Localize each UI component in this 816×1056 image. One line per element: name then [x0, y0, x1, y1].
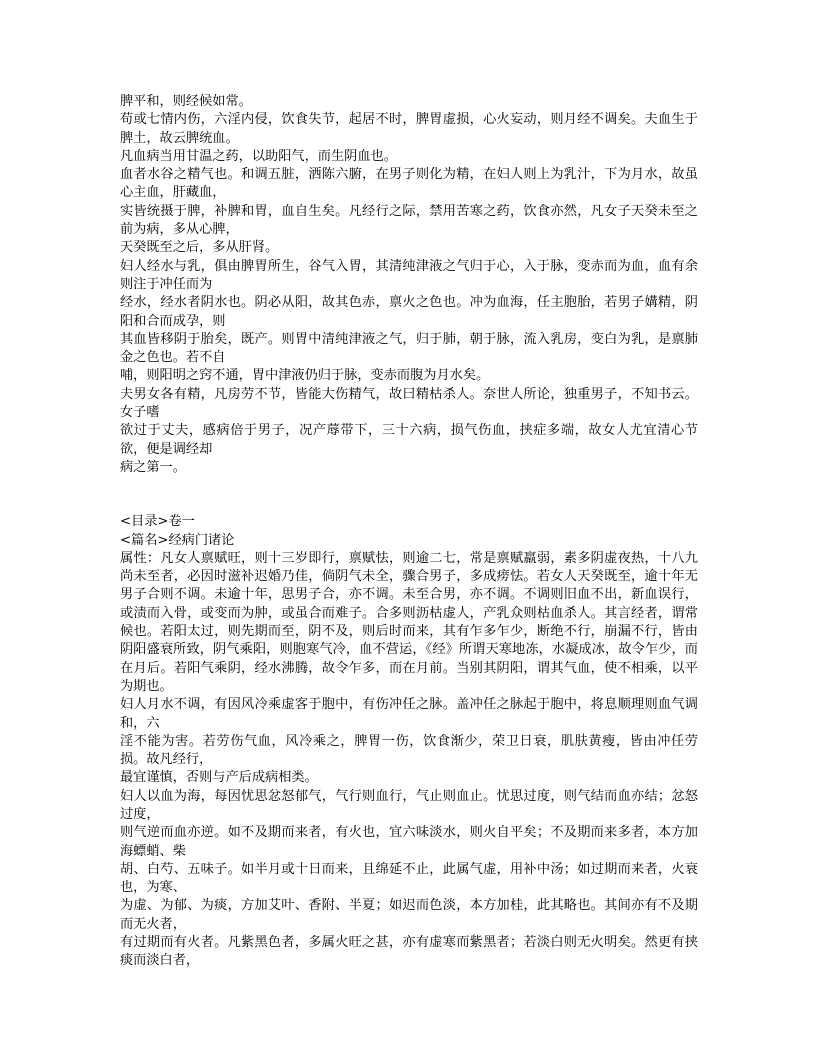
- paragraph: 有过期而有火者。凡紫黑色者，多属火旺之甚，亦有虚寒而紫黑者；若淡白则无火明矣。然更有挟痰而淡白者，: [120, 935, 698, 969]
- paragraph: 妇人以血为海，每因忧思忿怒郁气，气行则血行，气止则血止。忧思过度，则气结而血亦结；忿怒过度，: [120, 788, 698, 822]
- paragraph: 血者水谷之精气也。和调五脏，洒陈六腑，在男子则化为精，在妇人则上为乳汁，下为月水，故虽心主血，肝藏血，: [120, 167, 698, 201]
- catalog-heading: <目录>卷一: [120, 514, 195, 530]
- paragraph: 经水，经水者阴水也。阴必从阳，故其色赤，禀火之色也。冲为血海，任主胞胎，若男子媾精，阴阳和合而成孕，则: [120, 295, 698, 329]
- paragraph: 哺，则阳明之窍不通，胃中津液仍归于脉，变赤而腹为月水矣。: [120, 368, 490, 384]
- paragraph: 胡、白芍、五味子。如半月或十日而来，且绵延不止，此属气虚，用补中汤；如过期而来者，火衰也，为寒、: [120, 861, 698, 896]
- paragraph: 属性：凡女人禀赋旺，则十三岁即行，禀赋怯，则逾二七，常是禀赋羸弱，素多阴虚夜热，十八九尚未至者，必因时滋补迟婚乃佳，倘阴气未全，骤合男子，多成痨怯。若女人天癸既至，逾十年无男子合则不调。未逾十年，思男子合，亦不调。未至合男，亦不调。不调则旧血不出，新血误行，或渍而入骨，或变而为肿，或虽合而难子。合多则沥枯虚人，产乳众则枯血杀人。其言经者，谓常候也。若阳太过，则先期而至，阴不及，则后时而来，其有乍多乍少，断绝不行，崩漏不行，皆由阴阳盛衰所致，阴气乘阳，则胞寒气冷，血不营运，《经》所谓天寒地冻，水凝成冰，故令乍少，而在月后。若阳气乘阴，经水沸腾，故令乍多，而在月前。当别其阴阳，谓其气血，使不相乘，以平为期也。: [120, 550, 698, 694]
- paragraph: 妇人月水不调，有因风冷乘虚客于胞中，有伤冲任之脉。盖冲任之脉起于胞中，将息顺理则血气调和，六: [120, 697, 698, 731]
- paragraph: 凡血病当用甘温之药，以助阳气，而生阴血也。: [120, 148, 397, 164]
- paragraph: 欲过于丈夫，感病倍于男子，况产蓐带下，三十六病，损气伤血，挟症多端，故女人尤宜清心节欲，便是调经却: [120, 423, 698, 457]
- paragraph: 则气逆而血亦逆。如不及期而来者，有火也，宜六味淡水，则火自平矣；不及期而来多者，本方加海螵蛸、柴: [120, 825, 698, 859]
- paragraph: 为虚、为郁、为痰，方加艾叶、香附、半夏；如迟而色淡，本方加桂，此其略也。其间亦有不及期而无火者，: [120, 898, 698, 932]
- paragraph: 其血皆移阴于胎矣，既产。则胃中清纯津液之气，归于肺，朝于脉，流入乳房，变白为乳，是禀肺金之色也。若不自: [120, 331, 698, 366]
- section-spacer: [120, 477, 698, 513]
- paragraph: 苟或七情内伤，六淫内侵，饮食失节，起居不时，脾胃虚损，心火妄动，则月经不调矣。夫血生于脾土，故云脾统血。: [120, 112, 698, 146]
- chapter-heading: <篇名>经病门诸论: [120, 532, 235, 548]
- paragraph: 天癸既至之后，多从肝肾。: [120, 240, 279, 256]
- paragraph: 脾平和，则经候如常。: [120, 94, 252, 109]
- paragraph: 妇人经水与乳，俱由脾胃所生，谷气入胃，其清纯津液之气归于心，入于脉，变赤而为血，血有余则注于冲任而为: [120, 258, 698, 292]
- paragraph: 病之第一。: [120, 459, 186, 475]
- paragraph: 夫男女各有精，凡房劳不节，皆能大伤精气，故曰精枯杀人。奈世人所论，独重男子，不知书云。女子嗜: [120, 386, 698, 421]
- document-page: [120, 93, 698, 971]
- paragraph: 最宜谨慎，否则与产后成病相类。: [120, 770, 318, 786]
- paragraph: 实皆统摄于脾，补脾和胃，血自生矣。凡经行之际，禁用苦寒之药，饮食亦然，凡女子天癸未至之前为病，多从心脾，: [120, 203, 698, 238]
- paragraph: 淫不能为害。若劳伤气血，风冷乘之，脾胃一伤，饮食渐少，荣卫日衰，肌肤黄瘦，皆由冲任劳损。故凡经行，: [120, 733, 698, 768]
